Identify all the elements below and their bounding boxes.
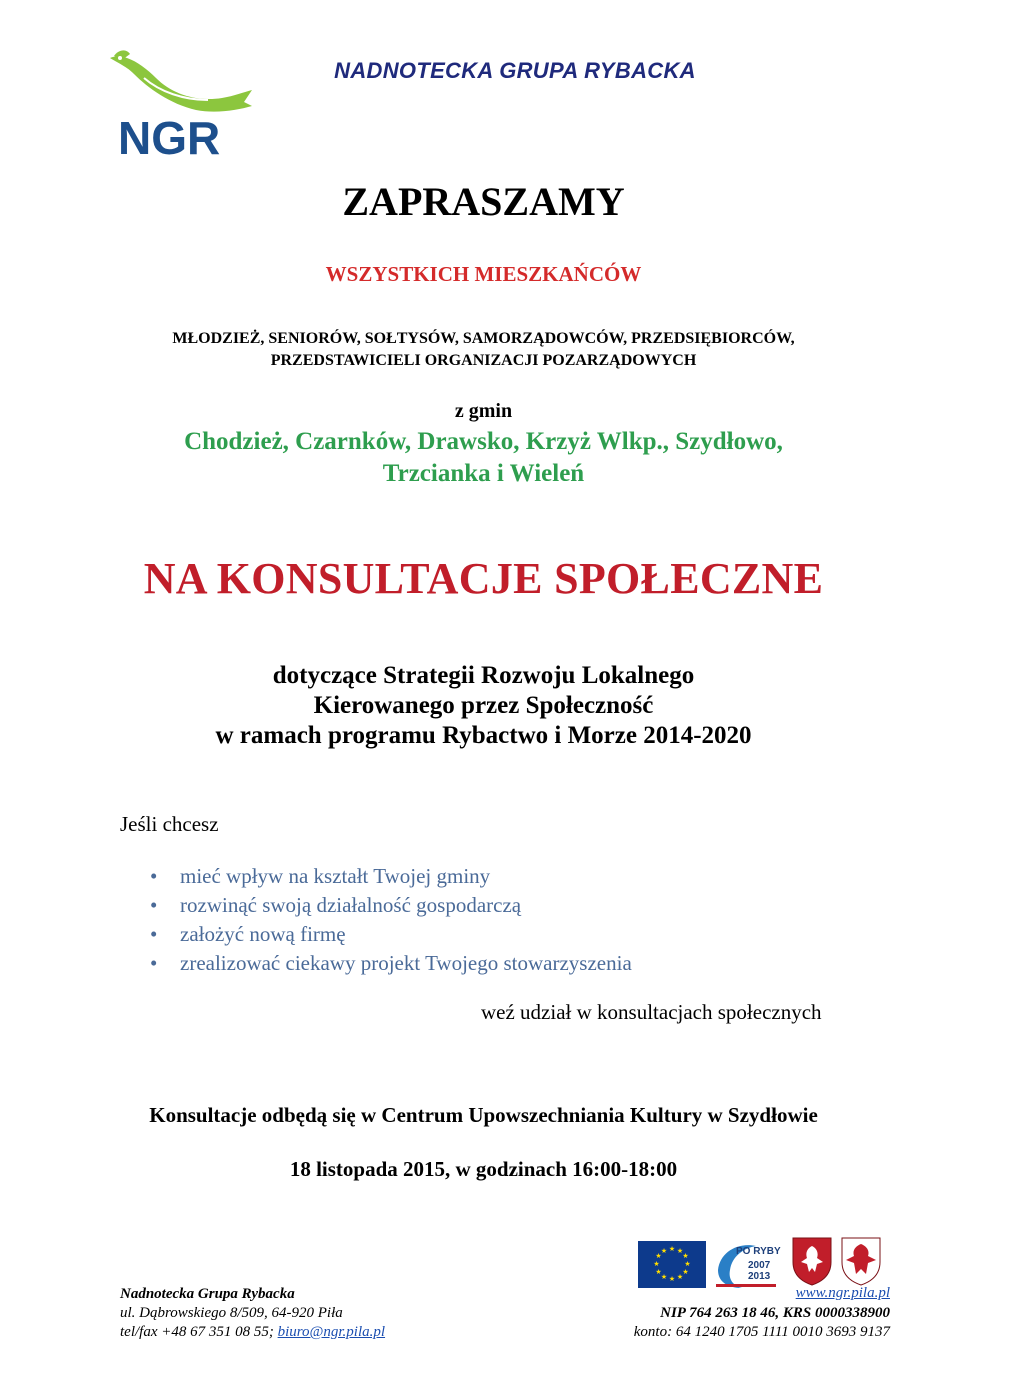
ryby-year: 2007 bbox=[748, 1260, 771, 1271]
target-groups-line: MŁODZIEŻ, SENIORÓW, SOŁTYSÓW, SAMORZĄDOWCÓW, PRZEDSIĘBIORCÓW, bbox=[172, 330, 795, 347]
municipalities-line: Chodzież, Czarnków, Drawsko, Krzyż Wlkp., Szydłowo, bbox=[184, 428, 783, 455]
target-groups bbox=[0, 328, 967, 372]
target-groups-line: PRZEDSTAWICIELI ORGANIZACJI POZARZĄDOWYCH bbox=[270, 352, 697, 369]
invite-heading: ZAPRASZAMY bbox=[342, 179, 625, 224]
footer-telfax: tel/fax +48 67 351 08 55; bbox=[120, 1324, 274, 1340]
municipalities-line: Trzcianka i Wieleń bbox=[382, 460, 585, 487]
email-link[interactable]: biuro@ngr.pila.pl bbox=[277, 1324, 386, 1340]
consultation-topic bbox=[0, 661, 967, 751]
footer-registration bbox=[560, 1304, 890, 1342]
venue-text: Konsultacje odbędą się w Centrum Upowszechniania Kultury w Szydłowie bbox=[149, 1103, 818, 1127]
coat-of-arms-icon bbox=[791, 1236, 833, 1286]
ryby-text: PO RYBY bbox=[736, 1246, 781, 1257]
svg-text:★: ★ bbox=[682, 1268, 689, 1276]
footer-contact bbox=[120, 1285, 385, 1342]
po-ryby-logo-icon bbox=[716, 1240, 781, 1290]
municipalities-list bbox=[0, 426, 967, 490]
svg-text:★: ★ bbox=[653, 1260, 660, 1268]
svg-text:★: ★ bbox=[676, 1247, 684, 1255]
coat-of-arms-icon bbox=[840, 1236, 882, 1286]
footer-account: konto: 64 1240 1705 1111 0010 3693 9137 bbox=[633, 1324, 890, 1340]
topic-line: w ramach programu Rybactwo i Morze 2014-2020 bbox=[215, 722, 752, 749]
website-link[interactable]: www.ngr.pila.pl bbox=[795, 1285, 890, 1301]
footer-org-name: Nadnotecka Grupa Rybacka bbox=[120, 1286, 295, 1302]
organization-title: NADNOTECKA GRUPA RYBACKA bbox=[334, 58, 696, 83]
topic-line: Kierowanego przez Społeczność bbox=[313, 692, 654, 719]
all-residents-heading: WSZYSTKICH MIESZKAŃCÓW bbox=[325, 262, 642, 286]
footer-phone-line bbox=[120, 1323, 385, 1342]
consultation-title: NA KONSULTACJE SPOŁECZNE bbox=[143, 554, 824, 603]
list-item: • założyć nową firmę bbox=[150, 920, 632, 949]
svg-text:★: ★ bbox=[660, 1273, 668, 1281]
eu-flag-icon bbox=[638, 1241, 706, 1288]
svg-text:★: ★ bbox=[668, 1275, 676, 1283]
svg-text:★: ★ bbox=[668, 1245, 676, 1253]
from-municipalities-label: z gmin bbox=[454, 400, 513, 422]
svg-text:★: ★ bbox=[655, 1252, 662, 1260]
list-item: • rozwinąć swoją działalność gospodarczą bbox=[150, 891, 632, 920]
svg-text:★: ★ bbox=[676, 1273, 684, 1281]
topic-line: dotyczące Strategii Rozwoju Lokalnego bbox=[272, 662, 695, 689]
list-item: • zrealizować ciekawy projekt Twojego stowarzyszenia bbox=[150, 949, 632, 978]
footer-nip-krs: NIP 764 263 18 46, KRS 0000338900 bbox=[660, 1305, 890, 1321]
svg-text:★: ★ bbox=[682, 1252, 689, 1260]
list-item: • mieć wpływ na kształt Twojej gminy bbox=[150, 862, 632, 891]
logo-text: NGR bbox=[118, 112, 221, 164]
ryby-year: 2013 bbox=[748, 1271, 771, 1282]
svg-text:★: ★ bbox=[660, 1247, 668, 1255]
svg-text:★: ★ bbox=[655, 1268, 662, 1276]
benefits-list bbox=[150, 862, 632, 978]
if-you-want-text: Jeśli chcesz bbox=[120, 812, 219, 836]
footer-address: ul. Dąbrowskiego 8/509, 64-920 Piła bbox=[120, 1305, 343, 1321]
svg-text:★: ★ bbox=[684, 1260, 691, 1268]
take-part-text: weź udział w konsultacjach społecznych bbox=[481, 1000, 822, 1024]
date-text: 18 listopada 2015, w godzinach 16:00-18:00 bbox=[289, 1157, 678, 1181]
